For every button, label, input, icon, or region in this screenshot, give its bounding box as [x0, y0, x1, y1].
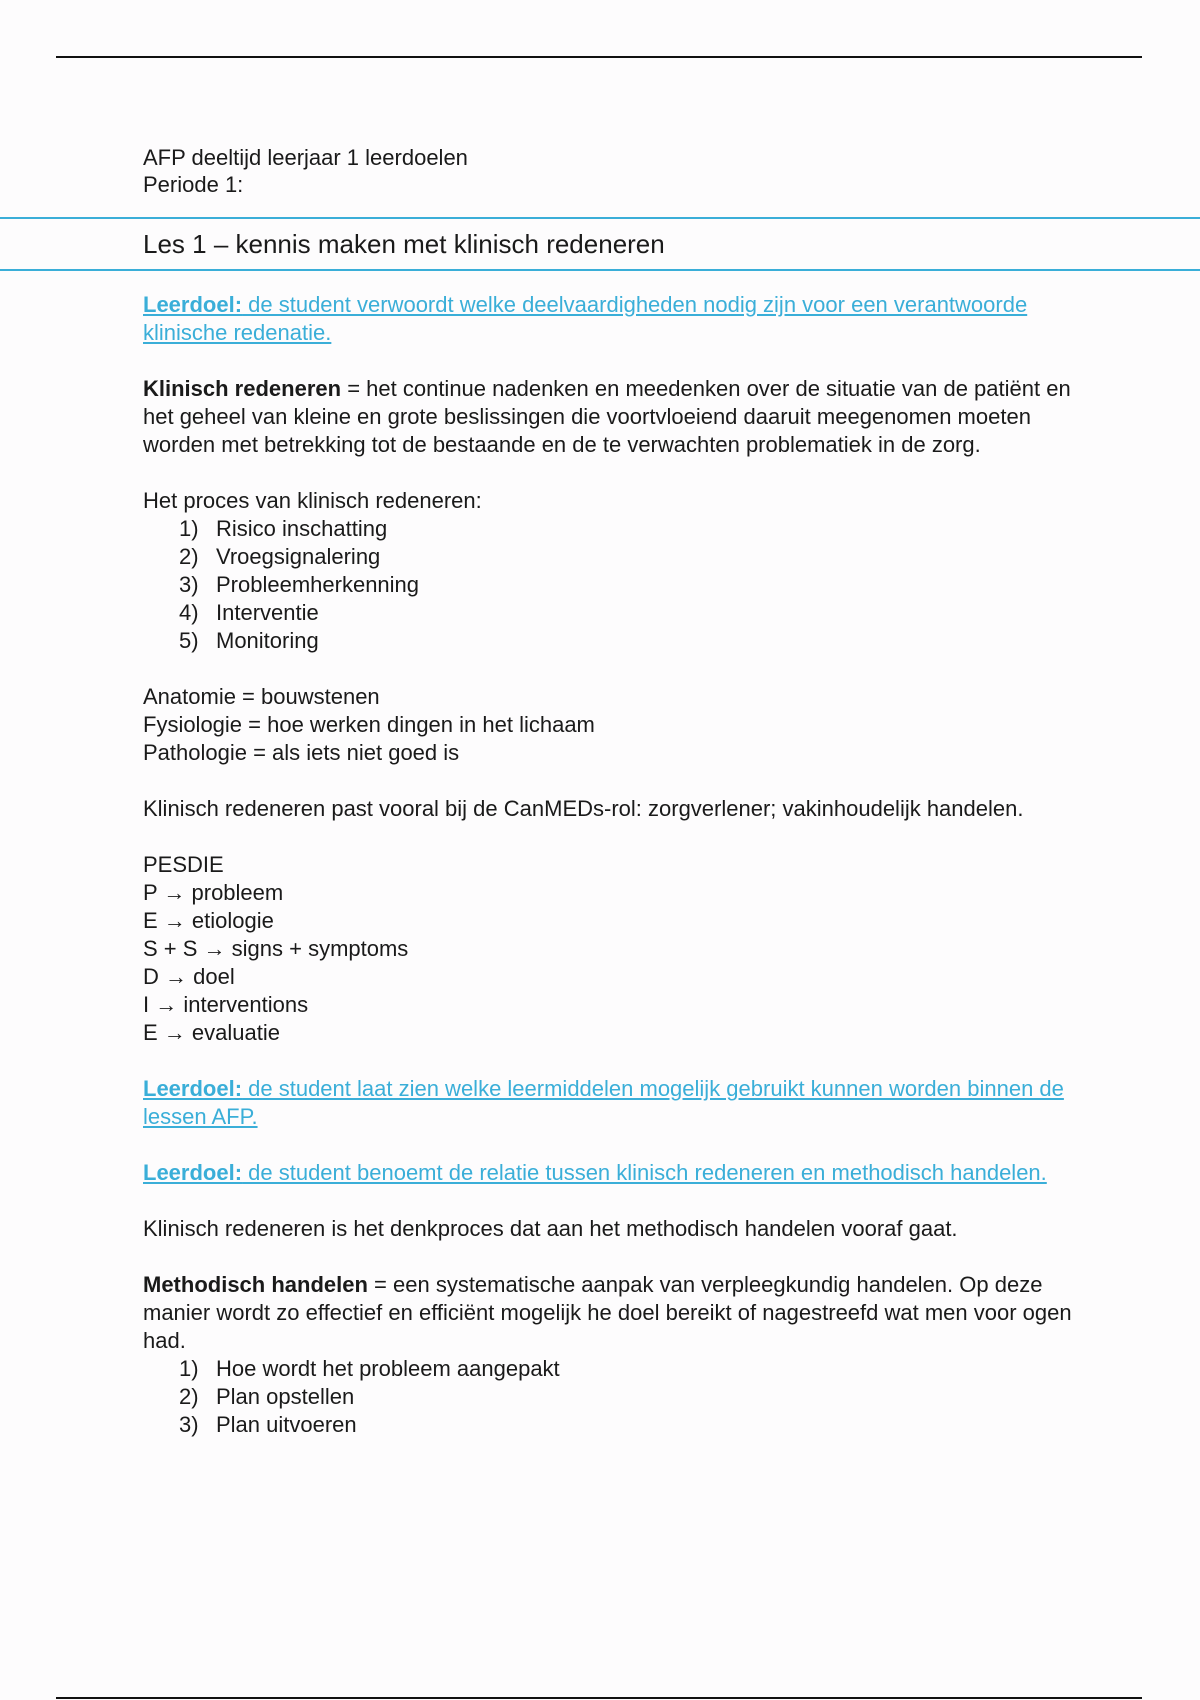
definition-text: = een systematische aanpak van verpleegkundig handelen. Op deze manier wordt zo effectief en efficiënt mogelijk he doel bereikt of nagestreefd wat men voor ogen had. — [143, 1272, 1072, 1353]
header-title: AFP deeltijd leerjaar 1 leerdoelen — [143, 145, 468, 170]
definition-text: = het continue nadenken en meedenken over de situatie van de patiënt en het geheel van kleine en grote beslissingen die voortvloeiend daaruit meegenomen moeten worden met betrekking tot de bestaande en de te verwachten problematiek in de zorg. — [143, 376, 1071, 457]
pesdie-item: D → doel — [143, 964, 235, 989]
definition-line: Pathologie = als iets niet goed is — [143, 740, 460, 765]
list-item: 3) Plan uitvoeren — [179, 1412, 357, 1437]
definition-line: Fysiologie = hoe werken dingen in het lichaam — [143, 712, 595, 737]
list-item: 2) Plan opstellen — [179, 1384, 355, 1409]
learning-goal-label: Leerdoel: — [143, 1076, 243, 1101]
canmeds-paragraph: Klinisch redeneren past vooral bij de CanMEDs-rol: zorgverlener; vakinhoudelijk handelen. — [143, 796, 1024, 821]
definition-klinisch-redeneren — [143, 375, 1073, 459]
definition-term: Klinisch redeneren — [143, 376, 342, 401]
document-header — [143, 144, 468, 198]
method-steps-list — [143, 1355, 1073, 1439]
list-item: 4) Interventie — [179, 600, 319, 625]
definition-line: Anatomie = bouwstenen — [143, 684, 380, 709]
bottom-rule — [56, 1697, 1142, 1699]
pesdie-item: E → evaluatie — [143, 1020, 280, 1045]
process-intro: Het proces van klinisch redeneren: — [143, 488, 482, 513]
pesdie-item: I → interventions — [143, 992, 309, 1017]
list-item: 1) Hoe wordt het probleem aangepakt — [179, 1356, 560, 1381]
process-steps-list — [143, 515, 1073, 655]
learning-goal-1 — [143, 291, 1073, 347]
section-heading-band — [0, 217, 1200, 271]
list-item: 2) Vroegsignalering — [179, 544, 381, 569]
learning-goal-label: Leerdoel: — [143, 1160, 243, 1185]
pesdie-title: PESDIE — [143, 852, 224, 877]
document-body — [143, 291, 1073, 1467]
definitions-block — [143, 683, 1073, 767]
top-rule — [56, 56, 1142, 58]
learning-goal-text: de student laat zien welke leermiddelen mogelijk gebruikt kunnen worden binnen de lessen AFP. — [143, 1076, 1064, 1129]
definition-term: Methodisch handelen — [143, 1272, 368, 1297]
learning-goal-label: Leerdoel: — [143, 292, 243, 317]
learning-goal-text: de student benoemt de relatie tussen klinisch redeneren en methodisch handelen. — [242, 1160, 1047, 1185]
list-item: 1) Risico inschatting — [179, 516, 388, 541]
pesdie-item: E → etiologie — [143, 908, 274, 933]
pesdie-item: P → probleem — [143, 880, 284, 905]
relation-paragraph: Klinisch redeneren is het denkproces dat aan het methodisch handelen vooraf gaat. — [143, 1216, 958, 1241]
header-period: Periode 1: — [143, 172, 244, 197]
learning-goal-2 — [143, 1075, 1073, 1131]
list-item: 5) Monitoring — [179, 628, 319, 653]
pesdie-block — [143, 851, 1073, 1047]
learning-goal-text: de student verwoordt welke deelvaardigheden nodig zijn voor een verantwoorde klinische redenatie. — [143, 292, 1028, 345]
list-item: 3) Probleemherkenning — [179, 572, 420, 597]
learning-goal-3 — [143, 1159, 1073, 1187]
definition-methodisch-handelen — [143, 1271, 1073, 1355]
pesdie-item: S + S → signs + symptoms — [143, 936, 409, 961]
section-heading: Les 1 – kennis maken met klinisch redeneren — [143, 229, 665, 259]
